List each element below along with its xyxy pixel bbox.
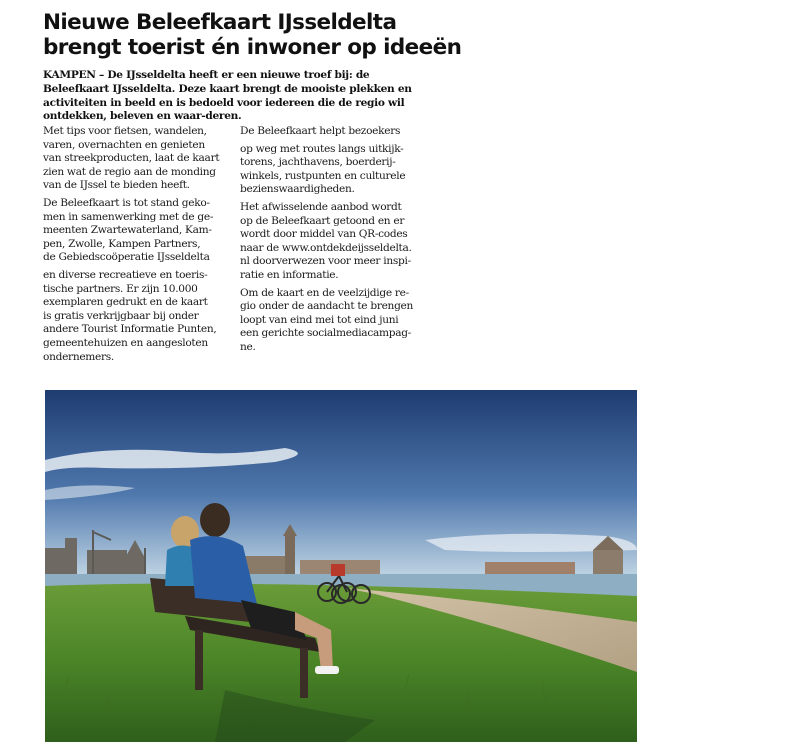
article-column-left xyxy=(43,125,235,368)
article-column-right xyxy=(240,125,432,359)
article-headline: Nieuwe Beleefkaart IJsseldelta brengt toerist én inwoner op ideeën xyxy=(43,10,462,60)
paragraph: en diverse recreatieve en toeris- tische partners. Er zijn 10.000 exemplaren gedrukt en de kaart is gratis verkrijgbaar bij onder andere Tourist Informatie Punten, gemeentehuizen en aangesloten ondernemers. xyxy=(43,268,217,363)
paragraph: De Beleefkaart helpt bezoekers xyxy=(240,125,401,137)
paragraph: op weg met routes langs uitkijk- torens, jachthavens, boerderij- winkels, rustpunten en culturele bezienswaardigheden. xyxy=(240,142,406,196)
paragraph: Om de kaart en de veelzijdige re- gio onder de aandacht te brengen loopt van eind mei tot eind juni een gerichte socialmediacampag- ne. xyxy=(240,286,414,353)
paragraph: Met tips voor fietsen, wandelen, varen, overnachten en genieten van streekproducten, laat de kaart zien wat de regio aan de monding van de IJssel te bieden heeft. xyxy=(43,125,220,192)
article-photo xyxy=(45,390,637,742)
paragraph: Het afwisselende aanbod wordt op de Beleefkaart getoond en er wordt door middel van QR-codes naar de www.ontdekdeijsseldelta. nl doorverwezen voor meer inspi- ratie en informatie. xyxy=(240,200,412,281)
article-lead: KAMPEN – De IJsseldelta heeft er een nieuwe troef bij: de Beleefkaart IJsseldelta. Deze kaart brengt de mooiste plekken en activiteiten in beeld en is bedoeld voor iedereen die de regio wil ontdekken, beleven en waar-deren. xyxy=(43,69,412,123)
paragraph: De Beleefkaart is tot stand geko- men in samenwerking met de ge- meenten Zwartewaterland, Kam- pen, Zwolle, Kampen Partners, de Gebiedscoöperatie IJsseldelta xyxy=(43,196,214,264)
